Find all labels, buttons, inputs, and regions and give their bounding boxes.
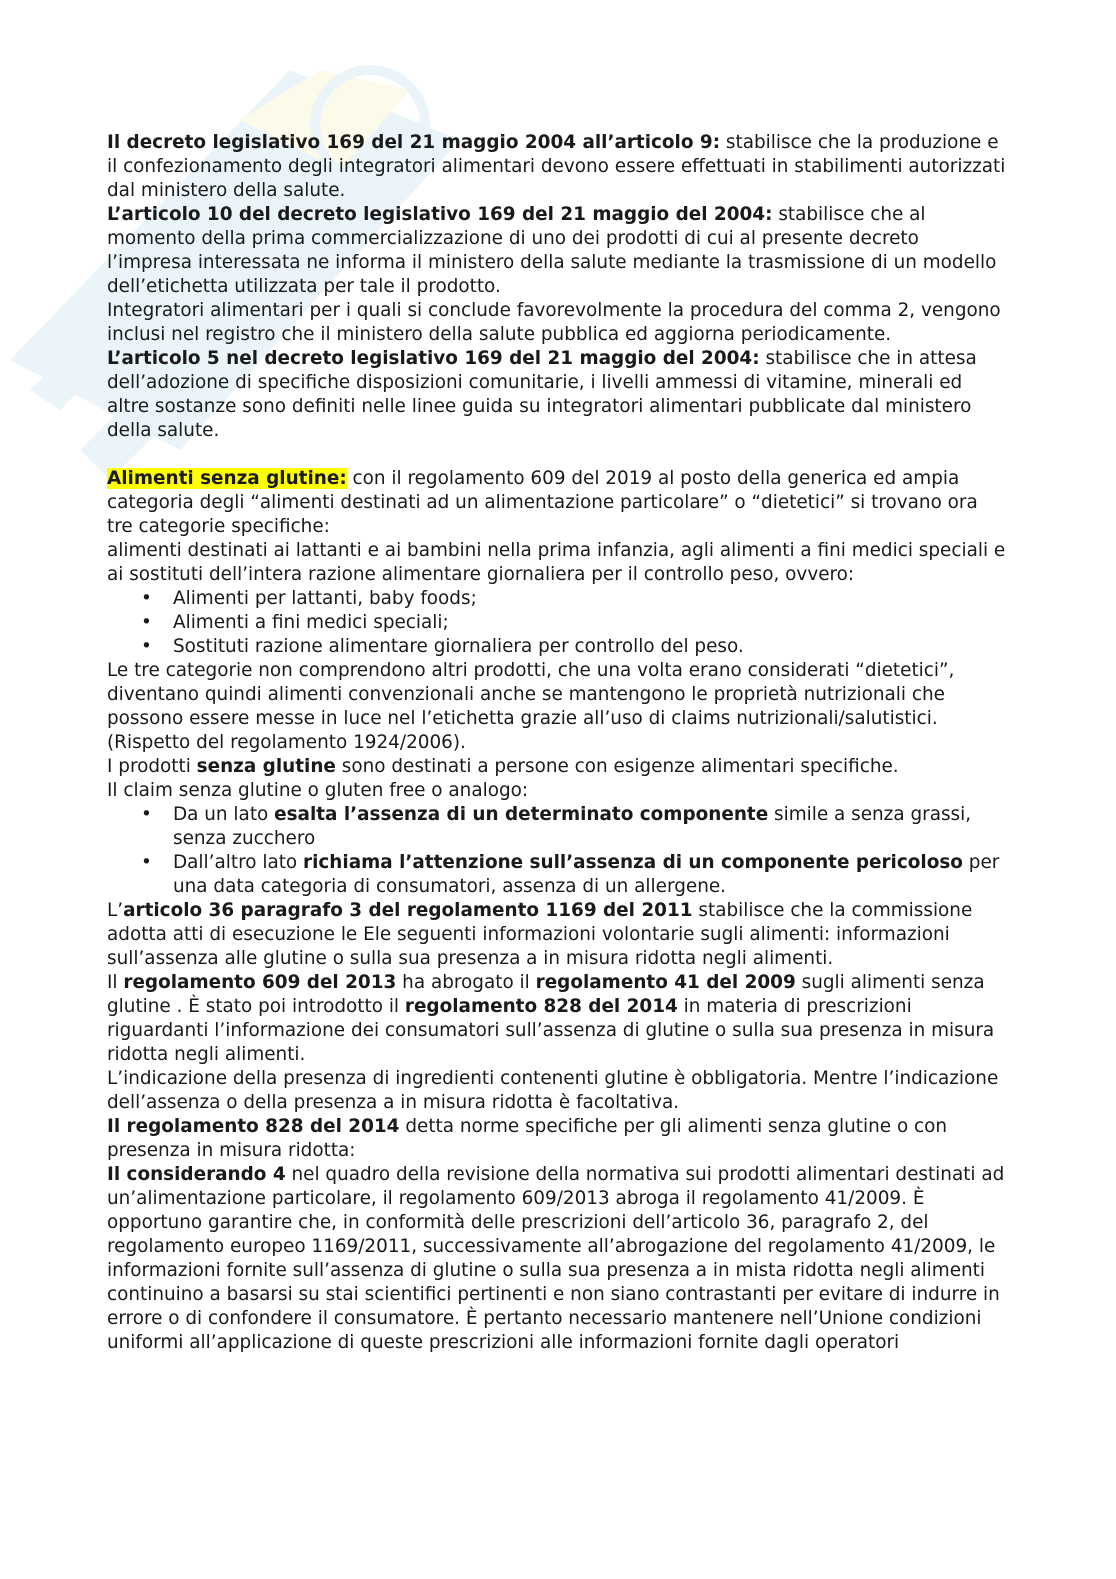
list-item: • Sostituti razione alimentare giornaliera per controllo del peso. [141,636,744,657]
list-item: • Dall’altro lato richiama l’attenzione sull’assenza di un componente pericoloso per una data categoria di consumatori, assenza di un allergene. [141,852,1000,897]
bullet-icon: • [141,804,152,825]
paragraph-art10: L’articolo 10 del decreto legislativo 169 del 21 maggio del 2004: stabilisce che al momento della prima commercializzazione di uno dei prodotti di cui al presente decreto l’impresa interessata ne informa il ministero della salute mediante la trasmissione di un modello dell’etichetta utilizzata per tale il prodotto. [107,204,997,297]
paragraph-claim: Il claim senza glutine o gluten free o analogo: [107,780,529,801]
bullet-icon: • [141,588,152,609]
bullet-list-claim [107,803,1007,899]
bullet-icon: • [141,636,152,657]
bullet-list-categorie [107,587,1007,659]
highlighted-heading: Alimenti senza glutine: [107,468,347,489]
paragraph-gap [107,443,1007,467]
document-body [107,131,1007,1355]
paragraph-art5: L’articolo 5 nel decreto legislativo 169 del 21 maggio del 2004: stabilisce che in attesa dell’adozione di specifiche disposizioni comunitarie, i livelli ammessi di vitamine, minerali ed altre sostanze sono definiti nelle linee guida su integratori alimentari pubblicate dal ministero della salute. [107,348,977,441]
paragraph-art36: L’articolo 36 paragrafo 3 del regolamento 1169 del 2011 stabilisce che la commissione adotta atti di esecuzione le Ele seguenti informazioni volontarie sugli alimenti: informazioni sull’assenza alle glutine o sulla sua presenza a in misura ridotta negli alimenti. [107,900,973,969]
paragraph-prodotti: I prodotti senza glutine sono destinati a persone con esigenze alimentari specifiche. [107,756,899,777]
list-item: • Alimenti a fini medici speciali; [141,612,449,633]
paragraph-indicazione: L’indicazione della presenza di ingredienti contenenti glutine è obbligatoria. Mentre l’indicazione dell’assenza o della presenza a in misura ridotta è facoltativa. [107,1068,999,1113]
paragraph-registro: Integratori alimentari per i quali si conclude favorevolmente la procedura del comma 2, vengono inclusi nel registro che il ministero della salute pubblica ed aggiorna periodicamente. [107,300,1001,345]
paragraph-reg609: Il regolamento 609 del 2013 ha abrogato il regolamento 41 del 2009 sugli alimenti senza glutine . È stato poi introdotto il regolamento 828 del 2014 in materia di prescrizioni riguardanti l’informazione dei consumatori sull’assenza di glutine o sulla sua presenza in misura ridotta negli alimenti. [107,972,995,1065]
paragraph-considerando4: Il considerando 4 nel quadro della revisione della normativa sui prodotti alimentari destinati ad un’alimentazione particolare, il regolamento 609/2013 abroga il regolamento 41/2009. È opportuno garantire che, in conformità delle prescrizioni dell’articolo 36, paragrafo 2, del regolamento europeo 1169/2011, successivamente all’abrogazione del regolamento 41/2009, le informazioni fornite sull’assenza di glutine o sulla sua presenza a in mista ridotta negli alimenti continuino a basarsi su stai scientifici pertinenti e non siano contrastanti per evitare di indurre in errore o di confondere il consumatore. È pertanto necessario mantenere nell’Unione condizioni uniformi all’applicazione di queste prescrizioni alle informazioni fornite dagli operatori [107,1164,1005,1353]
bullet-icon: • [141,852,152,873]
paragraph-reg828: Il regolamento 828 del 2014 detta norme specifiche per gli alimenti senza glutine o con presenza in misura ridotta: [107,1116,948,1161]
paragraph-tre-categorie: Le tre categorie non comprendono altri prodotti, che una volta erano considerati “dietetici”, diventano quindi alimenti convenzionali anche se mantengono le proprietà nutrizionali che possono essere messe in luce nel l’etichetta grazie all’uso di claims nutrizionali/salutistici. (Rispetto del regolamento 1924/2006). [107,660,955,753]
paragraph-senza-glutine: Alimenti senza glutine: con il regolamento 609 del 2019 al posto della generica ed ampia categoria degli “alimenti destinati ad un alimentazione particolare” o “dietetici” si trovano ora tre categorie specifiche: [107,468,978,537]
bullet-icon: • [141,612,152,633]
paragraph-art9: Il decreto legislativo 169 del 21 maggio 2004 all’articolo 9: stabilisce che la produzione e il confezionamento degli integratori alimentari devono essere effettuati in stabilimenti autorizzati dal ministero della salute. [107,132,1006,201]
list-item: • Alimenti per lattanti, baby foods; [141,588,477,609]
paragraph-categorie: alimenti destinati ai lattanti e ai bambini nella prima infanzia, agli alimenti a fini medici speciali e ai sostituti dell’intera razione alimentare giornaliera per il controllo peso, ovvero: [107,540,1006,585]
list-item: • Da un lato esalta l’assenza di un determinato componente simile a senza grassi, senza zucchero [141,804,972,849]
